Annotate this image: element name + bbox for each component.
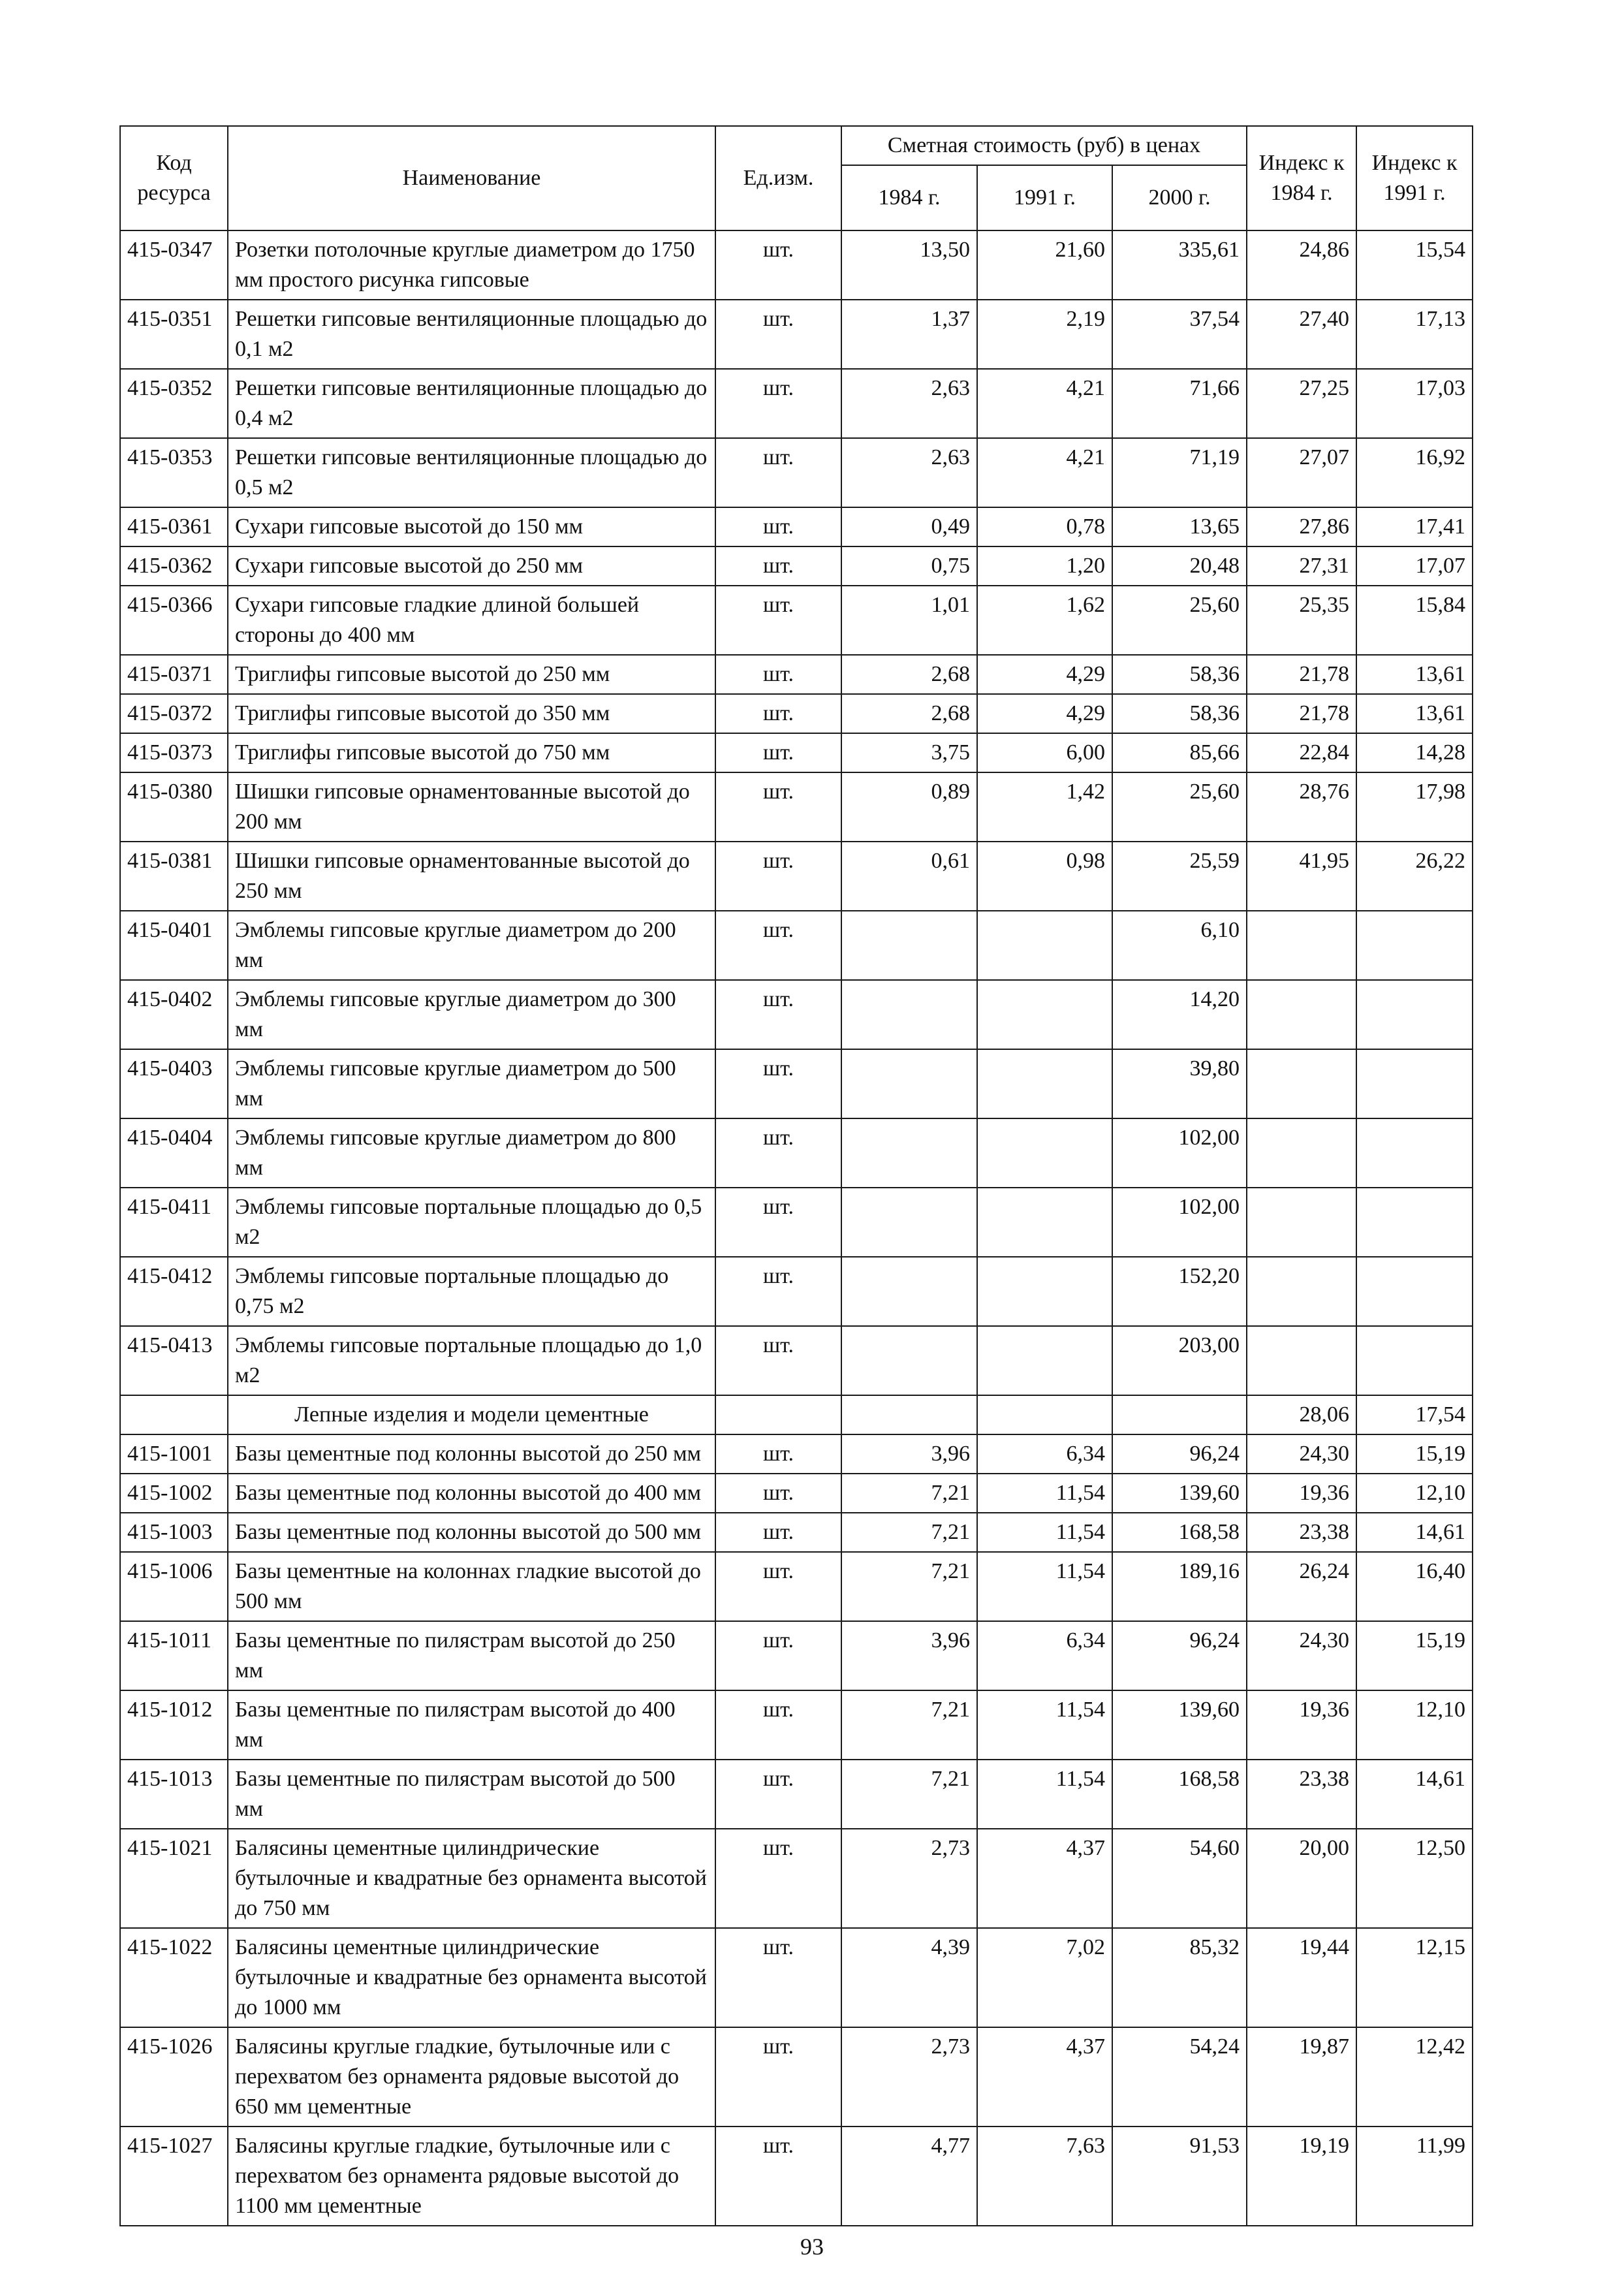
resource-name: Сухари гипсовые высотой до 250 мм (228, 546, 715, 586)
unit-of-measure: шт. (715, 911, 841, 980)
resource-code: 415-0411 (120, 1188, 228, 1257)
unit-of-measure: шт. (715, 1928, 841, 2027)
resource-code: 415-0413 (120, 1326, 228, 1395)
index-1991: 12,10 (1356, 1690, 1473, 1760)
price-1991: 4,29 (977, 694, 1112, 733)
table-row (120, 1118, 1473, 1188)
price-2000: 54,24 (1112, 2027, 1247, 2127)
index-1984: 20,00 (1247, 1829, 1356, 1928)
unit-of-measure: шт. (715, 980, 841, 1049)
index-1991: 14,61 (1356, 1760, 1473, 1829)
price-1984: 1,01 (841, 586, 977, 655)
price-2000: 25,60 (1112, 772, 1247, 842)
index-1984: 19,36 (1247, 1690, 1356, 1760)
index-1991: 17,13 (1356, 300, 1473, 369)
price-2000: 168,58 (1112, 1513, 1247, 1552)
index-1984: 23,38 (1247, 1760, 1356, 1829)
price-1984: 2,68 (841, 655, 977, 694)
index-1984: 22,84 (1247, 733, 1356, 772)
index-1991: 13,61 (1356, 655, 1473, 694)
price-2000: 14,20 (1112, 980, 1247, 1049)
price-2000: 71,66 (1112, 369, 1247, 438)
resource-name: Розетки потолочные круглые диаметром до 1750 мм простого рисунка гипсовые (228, 230, 715, 300)
resource-name: Базы цементные под колонны высотой до 500 мм (228, 1513, 715, 1552)
unit-of-measure: шт. (715, 772, 841, 842)
unit-of-measure: шт. (715, 300, 841, 369)
resource-code: 415-0380 (120, 772, 228, 842)
section-unit-cell (715, 1395, 841, 1434)
index-1984: 27,31 (1247, 546, 1356, 586)
resource-code: 415-0404 (120, 1118, 228, 1188)
price-1984: 2,73 (841, 1829, 977, 1928)
resource-name: Шишки гипсовые орнаментованные высотой до 200 мм (228, 772, 715, 842)
resource-name: Базы цементные под колонны высотой до 400 мм (228, 1474, 715, 1513)
price-table (119, 125, 1473, 2226)
table-row (120, 546, 1473, 586)
price-1984: 2,63 (841, 438, 977, 507)
header-year-2000: 2000 г. (1112, 165, 1247, 230)
price-2000: 189,16 (1112, 1552, 1247, 1621)
resource-name: Базы цементные по пилястрам высотой до 400 мм (228, 1690, 715, 1760)
unit-of-measure: шт. (715, 1552, 841, 1621)
index-1984 (1247, 980, 1356, 1049)
price-2000: 139,60 (1112, 1474, 1247, 1513)
price-2000: 25,60 (1112, 586, 1247, 655)
resource-name: Базы цементные по пилястрам высотой до 250 мм (228, 1621, 715, 1690)
price-1984: 1,37 (841, 300, 977, 369)
price-2000: 39,80 (1112, 1049, 1247, 1118)
resource-code: 415-0402 (120, 980, 228, 1049)
price-1984: 2,68 (841, 694, 977, 733)
price-2000: 58,36 (1112, 694, 1247, 733)
table-row (120, 2027, 1473, 2127)
price-1991 (977, 1118, 1112, 1188)
index-1991: 17,98 (1356, 772, 1473, 842)
unit-of-measure: шт. (715, 1760, 841, 1829)
index-1991 (1356, 1326, 1473, 1395)
price-1991: 0,98 (977, 842, 1112, 911)
index-1991 (1356, 1188, 1473, 1257)
price-1984: 7,21 (841, 1513, 977, 1552)
resource-name: Шишки гипсовые орнаментованные высотой до 250 мм (228, 842, 715, 911)
page-number: 93 (800, 2234, 824, 2260)
table-row (120, 586, 1473, 655)
header-year-1984: 1984 г. (841, 165, 977, 230)
resource-code: 415-1013 (120, 1760, 228, 1829)
index-1984 (1247, 1257, 1356, 1326)
price-2000: 102,00 (1112, 1188, 1247, 1257)
price-1991 (977, 1257, 1112, 1326)
resource-name: Эмблемы гипсовые портальные площадью до 0,5 м2 (228, 1188, 715, 1257)
header-code: Код ресурса (120, 126, 228, 230)
unit-of-measure: шт. (715, 842, 841, 911)
resource-code: 415-1002 (120, 1474, 228, 1513)
resource-name: Эмблемы гипсовые портальные площадью до 1,0 м2 (228, 1326, 715, 1395)
table-row (120, 300, 1473, 369)
price-1991 (977, 1326, 1112, 1395)
unit-of-measure: шт. (715, 507, 841, 546)
table-row (120, 1928, 1473, 2027)
price-2000: 54,60 (1112, 1829, 1247, 1928)
table-row (120, 507, 1473, 546)
price-1984 (841, 1326, 977, 1395)
resource-name: Эмблемы гипсовые круглые диаметром до 800 мм (228, 1118, 715, 1188)
index-1991 (1356, 911, 1473, 980)
resource-name: Триглифы гипсовые высотой до 250 мм (228, 655, 715, 694)
header-year-1991: 1991 г. (977, 165, 1112, 230)
resource-code: 415-0373 (120, 733, 228, 772)
index-1991: 15,19 (1356, 1621, 1473, 1690)
table-row (120, 980, 1473, 1049)
unit-of-measure: шт. (715, 1434, 841, 1474)
index-1991: 15,84 (1356, 586, 1473, 655)
unit-of-measure: шт. (715, 1326, 841, 1395)
table-row (120, 1829, 1473, 1928)
resource-code: 415-0412 (120, 1257, 228, 1326)
price-2000: 96,24 (1112, 1434, 1247, 1474)
price-1984 (841, 1049, 977, 1118)
price-1991: 7,63 (977, 2127, 1112, 2226)
unit-of-measure: шт. (715, 1118, 841, 1188)
index-1984 (1247, 1326, 1356, 1395)
price-1991: 6,34 (977, 1434, 1112, 1474)
index-1991 (1356, 1118, 1473, 1188)
price-1984: 0,89 (841, 772, 977, 842)
index-1991: 16,40 (1356, 1552, 1473, 1621)
price-1991: 4,21 (977, 438, 1112, 507)
price-2000: 85,32 (1112, 1928, 1247, 2027)
section-title: Лепные изделия и модели цементные (228, 1395, 715, 1434)
resource-code: 415-0353 (120, 438, 228, 507)
header-index-1984: Индекс к 1984 г. (1247, 126, 1356, 230)
unit-of-measure: шт. (715, 586, 841, 655)
unit-of-measure: шт. (715, 1513, 841, 1552)
price-1984: 0,61 (841, 842, 977, 911)
price-1984: 13,50 (841, 230, 977, 300)
price-1984: 4,39 (841, 1928, 977, 2027)
index-1984: 26,24 (1247, 1552, 1356, 1621)
table-body (120, 230, 1473, 2226)
price-1984 (841, 1118, 977, 1188)
index-1991: 14,28 (1356, 733, 1473, 772)
unit-of-measure: шт. (715, 1474, 841, 1513)
unit-of-measure: шт. (715, 694, 841, 733)
price-2000: 13,65 (1112, 507, 1247, 546)
resource-code: 415-0371 (120, 655, 228, 694)
resource-name: Эмблемы гипсовые портальные площадью до 0,75 м2 (228, 1257, 715, 1326)
resource-name: Базы цементные на колоннах гладкие высотой до 500 мм (228, 1552, 715, 1621)
resource-code: 415-1021 (120, 1829, 228, 1928)
price-1991: 0,78 (977, 507, 1112, 546)
price-1984: 0,49 (841, 507, 977, 546)
unit-of-measure: шт. (715, 1621, 841, 1690)
index-1991: 26,22 (1356, 842, 1473, 911)
table-row (120, 1434, 1473, 1474)
header-name: Наименование (228, 126, 715, 230)
index-1984: 19,36 (1247, 1474, 1356, 1513)
price-2000: 335,61 (1112, 230, 1247, 300)
table-row (120, 1326, 1473, 1395)
table-row (120, 1188, 1473, 1257)
resource-name: Базы цементные по пилястрам высотой до 500 мм (228, 1760, 715, 1829)
section-index-1991: 17,54 (1356, 1395, 1473, 1434)
resource-name: Эмблемы гипсовые круглые диаметром до 300 мм (228, 980, 715, 1049)
table-row (120, 1257, 1473, 1326)
price-1984: 2,63 (841, 369, 977, 438)
unit-of-measure: шт. (715, 1049, 841, 1118)
resource-code: 415-1012 (120, 1690, 228, 1760)
price-1991: 11,54 (977, 1513, 1112, 1552)
index-1984: 23,38 (1247, 1513, 1356, 1552)
price-2000: 91,53 (1112, 2127, 1247, 2226)
resource-code: 415-0372 (120, 694, 228, 733)
table-row (120, 772, 1473, 842)
table-row (120, 842, 1473, 911)
table-row (120, 1690, 1473, 1760)
table-row (120, 1621, 1473, 1690)
price-1991: 1,62 (977, 586, 1112, 655)
index-1984: 27,86 (1247, 507, 1356, 546)
unit-of-measure: шт. (715, 546, 841, 586)
section-price-1984-cell (841, 1395, 977, 1434)
price-1991 (977, 980, 1112, 1049)
price-1984: 7,21 (841, 1690, 977, 1760)
index-1991: 15,54 (1356, 230, 1473, 300)
table-row (120, 1760, 1473, 1829)
index-1984 (1247, 1049, 1356, 1118)
section-code-cell (120, 1395, 228, 1434)
price-1984 (841, 1188, 977, 1257)
price-1984 (841, 980, 977, 1049)
resource-code: 415-0351 (120, 300, 228, 369)
price-2000: 203,00 (1112, 1326, 1247, 1395)
table-row (120, 1552, 1473, 1621)
price-1991: 7,02 (977, 1928, 1112, 2027)
price-1984: 7,21 (841, 1474, 977, 1513)
resource-code: 415-0361 (120, 507, 228, 546)
unit-of-measure: шт. (715, 1690, 841, 1760)
section-header-row (120, 1395, 1473, 1434)
index-1991: 12,15 (1356, 1928, 1473, 2027)
resource-name: Триглифы гипсовые высотой до 750 мм (228, 733, 715, 772)
resource-name: Триглифы гипсовые высотой до 350 мм (228, 694, 715, 733)
price-1984: 3,96 (841, 1434, 977, 1474)
index-1984: 41,95 (1247, 842, 1356, 911)
table-row (120, 1513, 1473, 1552)
price-1991: 2,19 (977, 300, 1112, 369)
index-1991: 15,19 (1356, 1434, 1473, 1474)
resource-code: 415-0381 (120, 842, 228, 911)
unit-of-measure: шт. (715, 655, 841, 694)
resource-code: 415-0401 (120, 911, 228, 980)
index-1984: 27,25 (1247, 369, 1356, 438)
unit-of-measure: шт. (715, 2127, 841, 2226)
resource-code: 415-0362 (120, 546, 228, 586)
unit-of-measure: шт. (715, 230, 841, 300)
resource-code: 415-0347 (120, 230, 228, 300)
price-2000: 139,60 (1112, 1690, 1247, 1760)
index-1984: 24,30 (1247, 1621, 1356, 1690)
price-1991: 11,54 (977, 1760, 1112, 1829)
index-1991: 12,42 (1356, 2027, 1473, 2127)
index-1984 (1247, 1188, 1356, 1257)
resource-name: Балясины круглые гладкие, бутылочные или с перехватом без орнамента рядовые высотой до 1100 мм цементные (228, 2127, 715, 2226)
index-1984 (1247, 1118, 1356, 1188)
resource-code: 415-0403 (120, 1049, 228, 1118)
section-price-1991-cell (977, 1395, 1112, 1434)
table-row (120, 1049, 1473, 1118)
price-1991: 1,20 (977, 546, 1112, 586)
index-1984: 28,76 (1247, 772, 1356, 842)
price-1984 (841, 911, 977, 980)
section-index-1984: 28,06 (1247, 1395, 1356, 1434)
price-1991 (977, 911, 1112, 980)
index-1991: 14,61 (1356, 1513, 1473, 1552)
price-2000: 71,19 (1112, 438, 1247, 507)
resource-name: Сухари гипсовые высотой до 150 мм (228, 507, 715, 546)
index-1984 (1247, 911, 1356, 980)
price-1991: 6,00 (977, 733, 1112, 772)
resource-code: 415-1003 (120, 1513, 228, 1552)
unit-of-measure: шт. (715, 1188, 841, 1257)
price-1991: 4,29 (977, 655, 1112, 694)
resource-code: 415-1027 (120, 2127, 228, 2226)
index-1991: 12,50 (1356, 1829, 1473, 1928)
price-1991: 4,37 (977, 1829, 1112, 1928)
price-1991 (977, 1188, 1112, 1257)
price-1991 (977, 1049, 1112, 1118)
index-1991 (1356, 1257, 1473, 1326)
table-header (120, 126, 1473, 230)
resource-name: Эмблемы гипсовые круглые диаметром до 500 мм (228, 1049, 715, 1118)
resource-name: Решетки гипсовые вентиляционные площадью до 0,4 м2 (228, 369, 715, 438)
table-row (120, 438, 1473, 507)
price-1984: 7,21 (841, 1552, 977, 1621)
resource-code: 415-1001 (120, 1434, 228, 1474)
price-1984: 7,21 (841, 1760, 977, 1829)
price-1984: 3,96 (841, 1621, 977, 1690)
index-1991: 13,61 (1356, 694, 1473, 733)
price-1984: 2,73 (841, 2027, 977, 2127)
price-1984 (841, 1257, 977, 1326)
index-1991 (1356, 980, 1473, 1049)
price-1991: 11,54 (977, 1690, 1112, 1760)
price-1991: 1,42 (977, 772, 1112, 842)
table-row (120, 2127, 1473, 2226)
price-2000: 85,66 (1112, 733, 1247, 772)
index-1984: 19,19 (1247, 2127, 1356, 2226)
price-2000: 58,36 (1112, 655, 1247, 694)
price-2000: 25,59 (1112, 842, 1247, 911)
price-2000: 6,10 (1112, 911, 1247, 980)
resource-name: Базы цементные под колонны высотой до 250 мм (228, 1434, 715, 1474)
index-1984: 21,78 (1247, 694, 1356, 733)
index-1991: 16,92 (1356, 438, 1473, 507)
index-1984: 24,30 (1247, 1434, 1356, 1474)
resource-name: Решетки гипсовые вентиляционные площадью до 0,1 м2 (228, 300, 715, 369)
price-1984: 0,75 (841, 546, 977, 586)
table-row (120, 911, 1473, 980)
index-1984: 27,40 (1247, 300, 1356, 369)
unit-of-measure: шт. (715, 438, 841, 507)
price-2000: 168,58 (1112, 1760, 1247, 1829)
section-price-2000-cell (1112, 1395, 1247, 1434)
header-unit: Ед.изм. (715, 126, 841, 230)
table-row (120, 733, 1473, 772)
index-1991: 17,41 (1356, 507, 1473, 546)
unit-of-measure: шт. (715, 2027, 841, 2127)
header-index-1991: Индекс к 1991 г. (1356, 126, 1473, 230)
table-row (120, 655, 1473, 694)
index-1984: 19,87 (1247, 2027, 1356, 2127)
resource-name: Сухари гипсовые гладкие длиной большей стороны до 400 мм (228, 586, 715, 655)
index-1991: 17,03 (1356, 369, 1473, 438)
price-2000: 96,24 (1112, 1621, 1247, 1690)
index-1984: 25,35 (1247, 586, 1356, 655)
resource-code: 415-1026 (120, 2027, 228, 2127)
price-1991: 11,54 (977, 1552, 1112, 1621)
index-1991 (1356, 1049, 1473, 1118)
unit-of-measure: шт. (715, 733, 841, 772)
index-1991: 17,07 (1356, 546, 1473, 586)
price-2000: 37,54 (1112, 300, 1247, 369)
index-1991: 11,99 (1356, 2127, 1473, 2226)
price-1984: 3,75 (841, 733, 977, 772)
resource-name: Эмблемы гипсовые круглые диаметром до 200 мм (228, 911, 715, 980)
price-1991: 4,37 (977, 2027, 1112, 2127)
index-1984: 24,86 (1247, 230, 1356, 300)
price-1991: 11,54 (977, 1474, 1112, 1513)
resource-name: Балясины цементные цилиндрические бутылочные и квадратные без орнамента высотой до 1000 мм (228, 1928, 715, 2027)
header-cost-group: Сметная стоимость (руб) в ценах (841, 126, 1247, 165)
unit-of-measure: шт. (715, 369, 841, 438)
resource-name: Балясины круглые гладкие, бутылочные или с перехватом без орнамента рядовые высотой до 650 мм цементные (228, 2027, 715, 2127)
index-1984: 27,07 (1247, 438, 1356, 507)
resource-code: 415-1022 (120, 1928, 228, 2027)
table-row (120, 230, 1473, 300)
resource-name: Балясины цементные цилиндрические бутылочные и квадратные без орнамента высотой до 750 мм (228, 1829, 715, 1928)
unit-of-measure: шт. (715, 1829, 841, 1928)
price-1991: 21,60 (977, 230, 1112, 300)
table-row (120, 1474, 1473, 1513)
table-row (120, 694, 1473, 733)
index-1984: 21,78 (1247, 655, 1356, 694)
price-2000: 20,48 (1112, 546, 1247, 586)
price-1991: 4,21 (977, 369, 1112, 438)
index-1984: 19,44 (1247, 1928, 1356, 2027)
price-2000: 152,20 (1112, 1257, 1247, 1326)
price-2000: 102,00 (1112, 1118, 1247, 1188)
resource-code: 415-1011 (120, 1621, 228, 1690)
price-1991: 6,34 (977, 1621, 1112, 1690)
unit-of-measure: шт. (715, 1257, 841, 1326)
resource-name: Решетки гипсовые вентиляционные площадью до 0,5 м2 (228, 438, 715, 507)
resource-code: 415-1006 (120, 1552, 228, 1621)
index-1991: 12,10 (1356, 1474, 1473, 1513)
price-1984: 4,77 (841, 2127, 977, 2226)
resource-code: 415-0352 (120, 369, 228, 438)
table-row (120, 369, 1473, 438)
resource-code: 415-0366 (120, 586, 228, 655)
